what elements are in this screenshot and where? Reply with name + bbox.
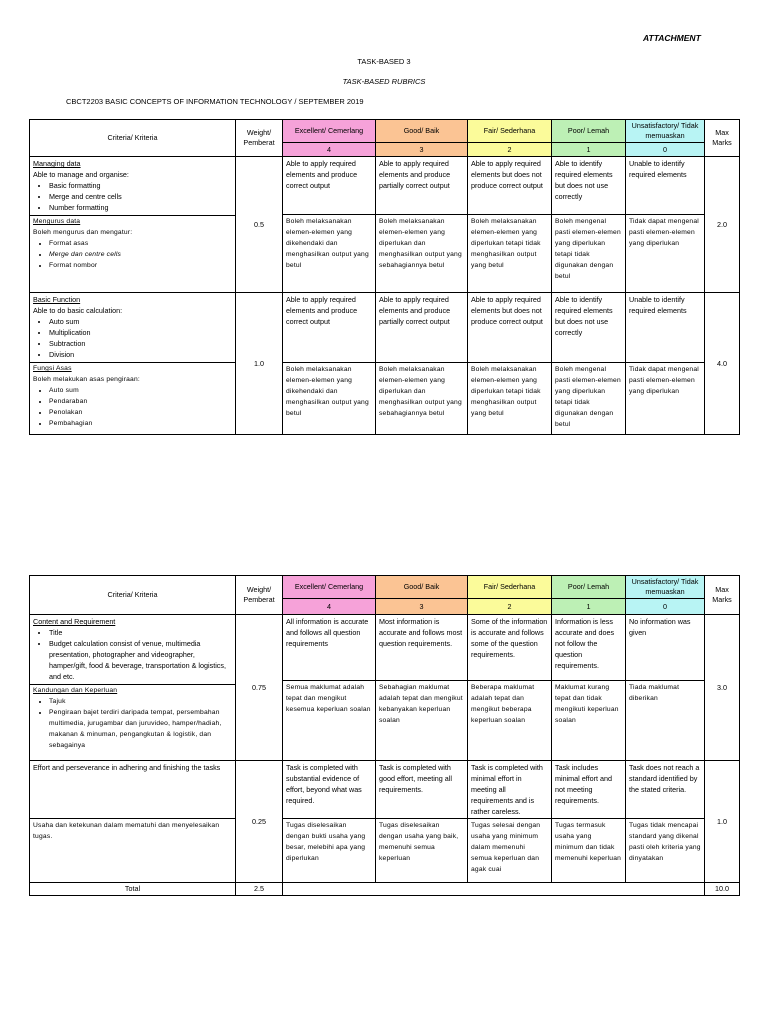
fair-desc: Able to apply required elements but does not produce correct output xyxy=(468,157,552,215)
unsatisfactory-desc: Unable to identify required elements xyxy=(626,157,705,215)
poor-desc-ms: Maklumat kurang tepat dan tidak mengikuti keperluan soalan xyxy=(552,681,626,761)
criteria-title-en: Effort and perseverance in adhering and finishing the tasks xyxy=(30,761,236,819)
criteria-item: • Merge dan centre cells xyxy=(49,249,232,260)
criteria-cell xyxy=(30,615,236,761)
unsatisfactory-header: Unsatisfactory/ Tidak memuaskan xyxy=(626,120,705,143)
fair-desc: Some of the information is accurate and follows some of the question requirements. xyxy=(468,615,552,681)
good-desc: Able to apply required elements and produce partially correct output xyxy=(376,293,468,363)
excellent-desc: All information is accurate and follows all question requirements xyxy=(283,615,376,681)
criteria-intro-en: Able to manage and organise: xyxy=(33,170,129,179)
poor-desc: Information is less accurate and does not follow the question requirements. xyxy=(552,615,626,681)
good-header: Good/ Baik xyxy=(376,576,468,599)
poor-desc-ms: Tugas termasuk usaha yang minimum dan tidak memenuhi keperluan xyxy=(552,819,626,883)
criteria-title-ms: Kandungan dan Keperluan xyxy=(33,687,118,694)
criteria-intro-ms: Boleh mengurus dan mengatur: xyxy=(33,229,133,236)
poor-desc: Able to identify required elements but does not use correctly xyxy=(552,293,626,363)
criteria-item: • Pengiraan bajet terdiri daripada tempat, persembahan multimedia, jurugambar dan juruvideo, hamper/hadiah, makanan & minuman, pengangkutan & logistik, dan sebagainya xyxy=(49,707,232,751)
criteria-intro-ms: Boleh melakukan asas pengiraan: xyxy=(33,376,140,383)
max-marks-value: 1.0 xyxy=(705,761,740,883)
total-label: Total xyxy=(30,883,236,896)
weight-header: Weight/ Pemberat xyxy=(236,120,283,157)
good-desc: Task is completed with good effort, meeting all requirements. xyxy=(376,761,468,819)
fair-desc-ms: Tugas selesai dengan usaha yang minimum dalam memenuhi semua keperluan dan agak cuai xyxy=(468,819,552,883)
poor-desc-ms: Boleh mengenal pasti elemen-elemen yang diperlukan tetapi tidak digunakan dengan betul xyxy=(552,363,626,435)
criteria-header: Criteria/ Kriteria xyxy=(30,576,236,615)
criteria-item: • Multiplication xyxy=(49,327,232,338)
excellent-header: Excellent/ Cemerlang xyxy=(283,576,376,599)
unsatisfactory-desc: Unable to identify required elements xyxy=(626,293,705,363)
fair-header: Fair/ Sederhana xyxy=(468,576,552,599)
fair-desc-ms: Boleh melaksanakan elemen-elemen yang diperlukan tetapi tidak menghasilkan output yang betul xyxy=(468,215,552,293)
excellent-desc: Able to apply required elements and produce correct output xyxy=(283,157,376,215)
criteria-header: Criteria/ Kriteria xyxy=(30,120,236,157)
criteria-intro-en: Able to do basic calculation: xyxy=(33,306,123,315)
score-2: 2 xyxy=(468,599,552,615)
fair-header: Fair/ Sederhana xyxy=(468,120,552,143)
unsatisfactory-desc: No information was given xyxy=(626,615,705,681)
criteria-item: • Auto sum xyxy=(49,316,232,327)
excellent-desc: Task is completed with substantial evidence of effort, beyond what was required. xyxy=(283,761,376,819)
total-blank xyxy=(283,883,705,896)
weight-value: 1.0 xyxy=(236,293,283,435)
criteria-item: • Basic formatting xyxy=(49,180,232,191)
unsatisfactory-desc-ms: Tidak dapat mengenal pasti elemen-elemen yang diperlukan xyxy=(626,363,705,435)
course-title: CBCT2203 BASIC CONCEPTS OF INFORMATION TECHNOLOGY / SEPTEMBER 2019 xyxy=(66,97,364,106)
fair-desc: Task is completed with minimal effort in meeting all requirements and is rather careless. xyxy=(468,761,552,819)
excellent-desc-ms: Tugas diselesaikan dengan bukti usaha yang besar, melebihi apa yang diperlukan xyxy=(283,819,376,883)
criteria-item: • Tajuk xyxy=(49,696,232,707)
excellent-desc-ms: Boleh melaksanakan elemen-elemen yang dikehendaki dan menghasilkan output yang betul xyxy=(283,215,376,293)
score-0: 0 xyxy=(626,599,705,615)
score-0: 0 xyxy=(626,143,705,157)
max-marks-header: Max Marks xyxy=(705,120,740,157)
weight-header: Weight/ Pemberat xyxy=(236,576,283,615)
poor-desc: Able to identify required elements but does not use correctly xyxy=(552,157,626,215)
fair-desc: Able to apply required elements but does not produce correct output xyxy=(468,293,552,363)
unsatisfactory-desc-ms: Tidak dapat mengenal pasti elemen-elemen yang diperlukan xyxy=(626,215,705,293)
max-marks-value: 4.0 xyxy=(705,293,740,435)
weight-value: 0.25 xyxy=(236,761,283,883)
criteria-item: • Title xyxy=(49,627,232,638)
poor-header: Poor/ Lemah xyxy=(552,120,626,143)
criteria-title-ms: Mengurus data xyxy=(33,218,81,225)
unsatisfactory-header: Unsatisfactory/ Tidak memuaskan xyxy=(626,576,705,599)
max-marks-value: 2.0 xyxy=(705,157,740,293)
score-1: 1 xyxy=(552,599,626,615)
excellent-desc: Able to apply required elements and produce correct output xyxy=(283,293,376,363)
poor-header: Poor/ Lemah xyxy=(552,576,626,599)
criteria-item: • Division xyxy=(49,349,232,360)
attachment-label: ATTACHMENT xyxy=(643,33,701,43)
fair-desc-ms: Beberapa maklumat adalah tepat dan mengikut beberapa keperluan soalan xyxy=(468,681,552,761)
good-desc-ms: Tugas diselesaikan dengan usaha yang baik, memenuhi semua keperluan xyxy=(376,819,468,883)
excellent-desc-ms: Boleh melaksanakan elemen-elemen yang dikehendaki dan menghasilkan output yang betul xyxy=(283,363,376,435)
criteria-title-en: Content and Requirement xyxy=(33,617,116,626)
criteria-item: • Format asas xyxy=(49,238,232,249)
criteria-item: • Format nombor xyxy=(49,260,232,271)
criteria-cell xyxy=(30,293,236,435)
criteria-title-en: Basic Function xyxy=(33,295,81,304)
total-weight: 2.5 xyxy=(236,883,283,896)
score-3: 3 xyxy=(376,143,468,157)
criteria-title-ms: Usaha dan ketekunan dalam mematuhi dan menyelesaikan tugas. xyxy=(30,819,236,883)
max-marks-header: Max Marks xyxy=(705,576,740,615)
unsatisfactory-desc-ms: Tiada maklumat diberikan xyxy=(626,681,705,761)
unsatisfactory-desc-ms: Tugas tidak mencapai standard yang dikenal pasti oleh kriteria yang dinyatakan xyxy=(626,819,705,883)
criteria-item: • Subtraction xyxy=(49,338,232,349)
poor-desc: Task includes minimal effort and not meeting requirements. xyxy=(552,761,626,819)
good-desc-ms: Sebahagian maklumat adalah tepat dan mengikut kebanyakan keperluan soalan xyxy=(376,681,468,761)
rubrics-title: TASK-BASED RUBRICS xyxy=(342,77,426,86)
score-1: 1 xyxy=(552,143,626,157)
rubric-table-2 xyxy=(29,575,740,896)
weight-value: 0.5 xyxy=(236,157,283,293)
good-desc-ms: Boleh melaksanakan elemen-elemen yang diperlukan dan menghasilkan output yang sebahagiannya betul xyxy=(376,215,468,293)
criteria-item: • Auto sum xyxy=(49,385,232,396)
weight-value: 0.75 xyxy=(236,615,283,761)
rubric-table-1 xyxy=(29,119,740,435)
fair-desc-ms: Boleh melaksanakan elemen-elemen yang diperlukan tetapi tidak menghasilkan output yang betul xyxy=(468,363,552,435)
excellent-desc-ms: Semua maklumat adalah tepat dan mengikut kesemua keperluan soalan xyxy=(283,681,376,761)
criteria-title-en: Managing data xyxy=(33,159,81,168)
task-title: TASK-BASED 3 xyxy=(357,57,411,66)
max-marks-value: 3.0 xyxy=(705,615,740,761)
criteria-item: • Merge and centre cells xyxy=(49,191,232,202)
criteria-title-ms: Fungsi Asas xyxy=(33,365,72,372)
poor-desc-ms: Boleh mengenal pasti elemen-elemen yang diperlukan tetapi tidak digunakan dengan betul xyxy=(552,215,626,293)
score-3: 3 xyxy=(376,599,468,615)
criteria-item: • Budget calculation consist of venue, multimedia presentation, photographer and videographer, hamper/gift, food & beverage, transportation & logistics, and etc. xyxy=(49,638,232,682)
good-desc: Able to apply required elements and produce partially correct output xyxy=(376,157,468,215)
unsatisfactory-desc: Task does not reach a standard identified by the stated criteria. xyxy=(626,761,705,819)
criteria-item: • Pembahagian xyxy=(49,418,232,429)
total-max-marks: 10.0 xyxy=(705,883,740,896)
score-2: 2 xyxy=(468,143,552,157)
excellent-header: Excellent/ Cemerlang xyxy=(283,120,376,143)
good-desc-ms: Boleh melaksanakan elemen-elemen yang diperlukan dan menghasilkan output yang sebahagiannya betul xyxy=(376,363,468,435)
criteria-item: • Penolakan xyxy=(49,407,232,418)
score-4: 4 xyxy=(283,143,376,157)
good-header: Good/ Baik xyxy=(376,120,468,143)
criteria-cell xyxy=(30,157,236,293)
good-desc: Most information is accurate and follows most question requirements. xyxy=(376,615,468,681)
score-4: 4 xyxy=(283,599,376,615)
criteria-item: • Pendaraban xyxy=(49,396,232,407)
criteria-item: • Number formatting xyxy=(49,202,232,213)
